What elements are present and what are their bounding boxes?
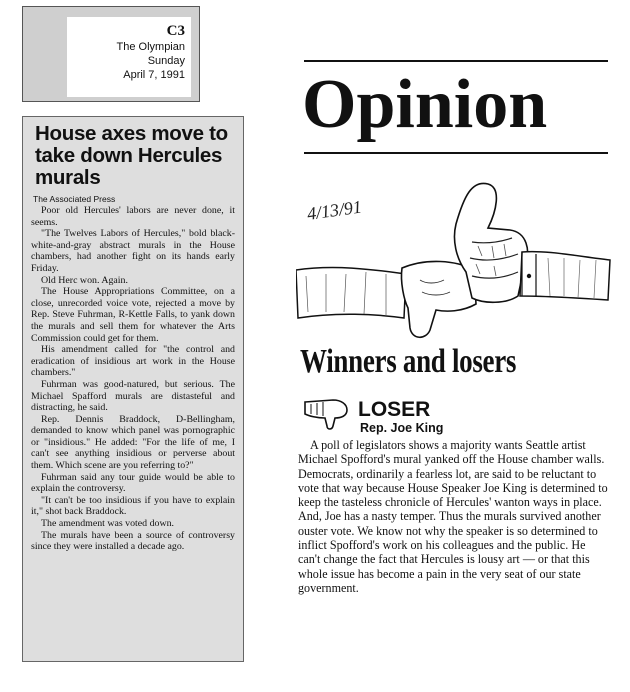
page-number: C3 <box>166 23 185 39</box>
right-sleeve <box>520 252 610 300</box>
loser-label: LOSER <box>358 398 431 421</box>
thumbs-down-icon <box>303 398 351 430</box>
article-byline: The Associated Press <box>33 194 116 204</box>
article-paragraph: Old Herc won. Again. <box>41 274 128 286</box>
article-headline: House axes move to take down Hercules murals <box>35 122 228 189</box>
article-paragraph: "It can't be too insidious if you have to explain it," shot back Braddock. <box>31 494 235 518</box>
article-paragraph: Poor old Hercules' labors are never done, it seems. <box>31 205 235 228</box>
article-paragraph: The House Appropriations Committee, on a close, unrecorded voice vote, rejected a move by Rep. Steve Fuhrman, R-Kettle Falls, to yank down the murals and sell them for whatever the Arts Commission could get for them. <box>31 286 235 344</box>
winners-losers-heading: Winners and losers <box>300 342 517 380</box>
article-paragraph: Fuhrman was good-natured, but serious. The Michael Spafford murals are distasteful and distracting, he said. <box>31 378 235 414</box>
title-rule <box>304 152 608 154</box>
masthead-box <box>22 6 200 102</box>
masthead-label <box>67 17 191 97</box>
cartoon-date: 4/13/91 <box>305 196 364 224</box>
news-article <box>22 116 244 662</box>
thumbs-down-hand <box>401 261 476 337</box>
cuff-button <box>527 274 531 278</box>
left-sleeve <box>296 267 406 318</box>
loser-name: Rep. Joe King <box>360 421 444 435</box>
issue-date: April 7, 1991 <box>123 69 185 81</box>
article-paragraph: His amendment called for "the control and eradication of insidious art work in the House chambers." <box>31 344 235 379</box>
article-paragraph: Rep. Dennis Braddock, D-Bellingham, demanded to know which panel was pornographic or "insidious." He added: "For the life of me, I can't see anything insidious or perverse about them. Which scene are you referring to?" <box>31 413 235 472</box>
article-paragraph: The amendment was voted down. <box>41 518 175 530</box>
article-paragraph: Fuhrman said any tour guide would be able to explain the controversy. <box>31 471 235 495</box>
thumbs-cartoon <box>296 172 616 342</box>
opinion-title: Opinion <box>302 66 548 143</box>
issue-day: Sunday <box>147 55 185 67</box>
article-paragraph: The murals have been a source of controversy since they were installed a decade ago. <box>31 529 235 553</box>
article-paragraph: "The Twelves Labors of Hercules," bold black-white-and-gray abstract murals in the House chambers, had another fight on its hands early Friday. <box>31 228 235 274</box>
editorial-body: A poll of legislators shows a majority wants Seattle artist Michael Spofford's mural yanked off the House chamber walls. Democrats, ordinarily a fearless lot, are said to be reluctant to vote that way because House Speaker Joe King is determined to keep the tasteless chronicle of Hercules' wanton ways in place. And, Joe has a nasty temper. Thus the murals survived another ouster vote. We know not why the speaker is so determined to inflict Spofford's work on his colleagues and the public. He can't change the fact that Hercules is lousy art — or that this whole issue has become a pain in the very seat of our state government. <box>298 438 608 595</box>
newspaper-name: The Olympian <box>116 41 185 53</box>
